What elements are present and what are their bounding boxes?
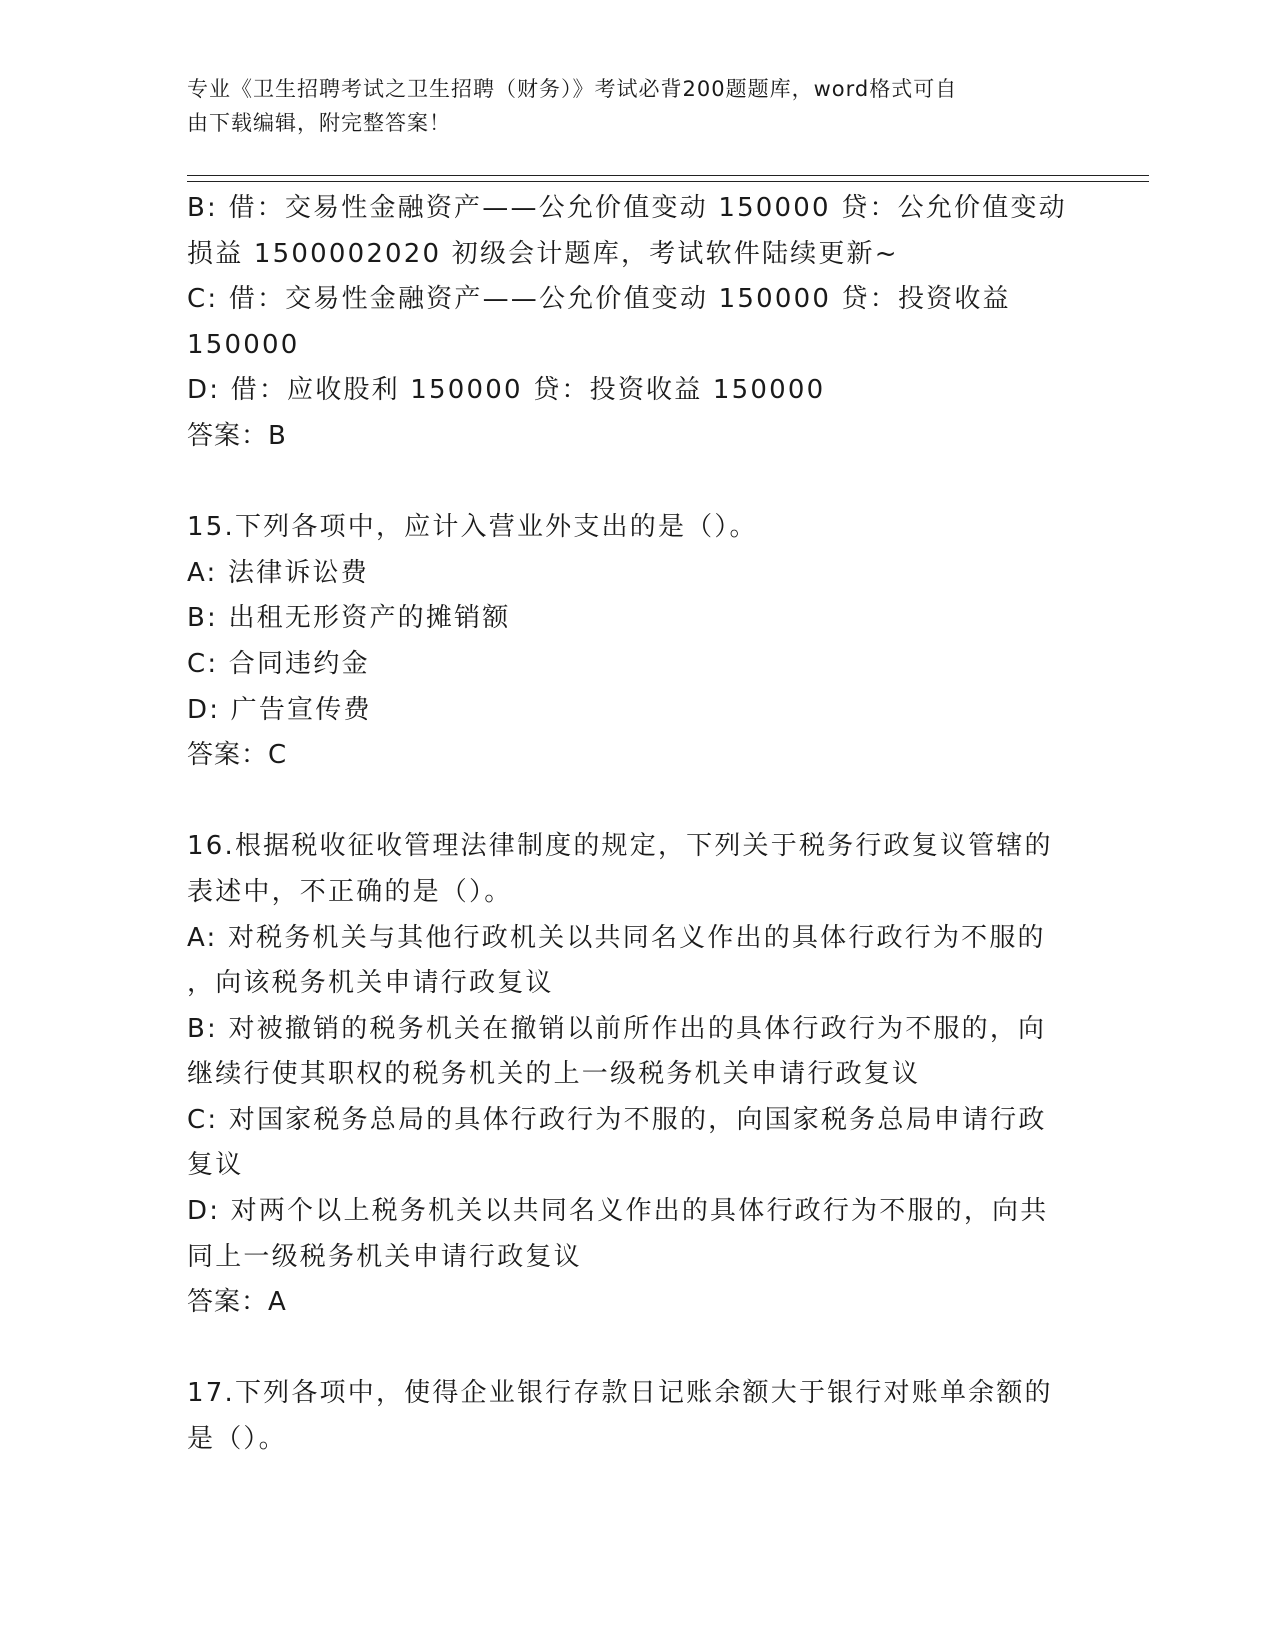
answer: 答案：C <box>187 740 288 771</box>
option-d-line-1: D: 对两个以上税务机关以共同名义作出的具体行政行为不服的，向共 <box>187 1196 1049 1227</box>
option-b: B: 出租无形资产的摊销额 <box>187 603 511 634</box>
question-stem-line-1: 17.下列各项中，使得企业银行存款日记账余额大于银行对账单余额的 <box>187 1378 1053 1409</box>
answer: 答案：B <box>187 420 287 451</box>
spacer <box>187 460 1087 506</box>
question-16 <box>187 824 1087 1326</box>
answer: 答案：A <box>187 1287 287 1318</box>
option-b-line-2: 继续行使其职权的税务机关的上一级税务机关申请行政复议 <box>187 1059 921 1090</box>
option-c-line-1: C: 借：交易性金融资产——公允价值变动 150000 贷：投资收益 <box>187 284 1011 315</box>
option-b-line-1: B: 借：交易性金融资产——公允价值变动 150000 贷：公允价值变动 <box>187 193 1067 223</box>
option-d: D: 借：应收股利 150000 贷：投资收益 150000 <box>187 375 826 406</box>
option-c-line-2: 150000 <box>187 329 300 360</box>
question-stem-line-2: 表述中，不正确的是（）。 <box>187 876 513 907</box>
option-c-line-1: C: 对国家税务总局的具体行政行为不服的，向国家税务总局申请行政 <box>187 1104 1047 1135</box>
question-stem-line-2: 是（）。 <box>187 1424 287 1455</box>
header-title-line-1: 专业《卫生招聘考试之卫生招聘（财务）》考试必背200题题库，word格式可自 <box>187 77 958 101</box>
option-c: C: 合同违约金 <box>187 648 370 679</box>
document-body <box>187 186 1087 1463</box>
option-a-line-1: A: 对税务机关与其他行政机关以共同名义作出的具体行政行为不服的 <box>187 922 1046 953</box>
option-a: A: 法律诉讼费 <box>187 557 369 588</box>
spacer <box>187 1326 1087 1372</box>
option-d-line-2: 同上一级税务机关申请行政复议 <box>187 1241 582 1272</box>
option-a-line-2: ，向该税务机关申请行政复议 <box>187 968 554 999</box>
question-stem: 15.下列各项中，应计入营业外支出的是（）。 <box>187 512 758 543</box>
option-b-line-2: 损益 1500002020 初级会计题库，考试软件陆续更新~ <box>187 238 899 269</box>
question-17 <box>187 1371 1087 1462</box>
document-header <box>187 72 1067 140</box>
question-15 <box>187 505 1087 779</box>
header-divider-top <box>187 175 1149 176</box>
spacer <box>187 779 1087 825</box>
option-c-line-2: 复议 <box>187 1150 244 1181</box>
question-14-continued <box>187 186 1087 460</box>
header-divider-bottom <box>187 181 1149 182</box>
header-title-line-2: 由下载编辑，附完整答案！ <box>187 111 451 135</box>
option-b-line-1: B: 对被撤销的税务机关在撤销以前所作出的具体行政行为不服的，向 <box>187 1013 1047 1044</box>
question-stem-line-1: 16.根据税收征收管理法律制度的规定，下列关于税务行政复议管辖的 <box>187 831 1053 862</box>
option-d: D: 广告宣传费 <box>187 694 372 725</box>
